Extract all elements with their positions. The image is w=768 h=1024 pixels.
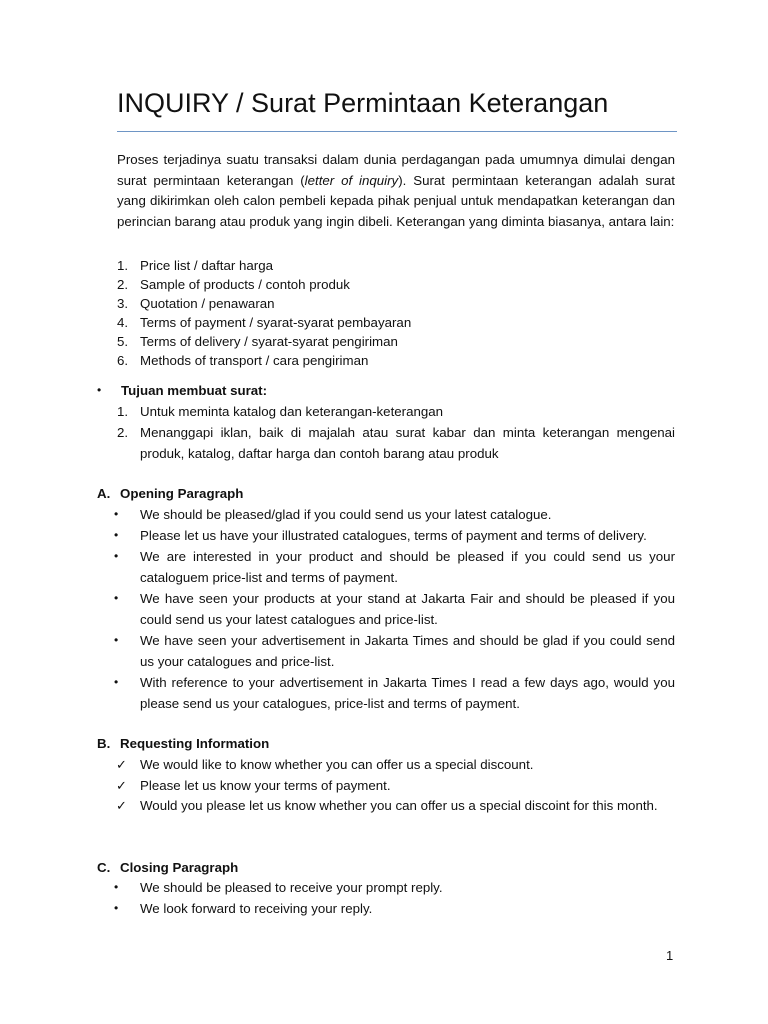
section-title: Requesting Information [120,736,270,751]
list-number: 6. [117,353,129,368]
section-label: A. [97,486,111,501]
list-text: Terms of payment / syarat-syarat pembayaran [140,315,412,330]
section-title: Opening Paragraph [120,486,244,501]
tujuan-heading: Tujuan membuat surat: [121,383,268,398]
list-number: 5. [117,334,129,349]
list-text: We should be pleased to receive your prompt reply. [140,880,443,895]
list-text: Please let us know your terms of payment. [140,778,391,793]
bullet-icon: • [114,549,119,563]
bullet-icon: • [114,528,119,542]
section-heading [97,483,243,504]
list-text: Please let us have your illustrated catalogues, terms of payment and terms of delivery. [140,528,647,543]
list-number: 2. [117,425,129,440]
bullet-icon: • [97,383,102,397]
check-icon: ✓ [116,757,127,772]
title-divider [117,131,677,132]
section-heading [97,857,238,878]
intro-italic-term: letter of inquiry [304,172,399,188]
list-text: Price list / daftar harga [140,258,274,273]
list-text: We should be pleased/glad if you could send us your latest catalogue. [140,507,552,522]
list-text: Menanggapi iklan, baik di majalah atau surat kabar dan minta keterangan mengenai produk, katalog, daftar harga dan contoh barang atau produk [140,425,675,461]
page-title: INQUIRY / Surat Permintaan Keterangan [117,88,609,118]
list-text: Untuk meminta katalog dan keterangan-keterangan [140,404,444,419]
list-number: 2. [117,277,129,292]
list-number: 3. [117,296,129,311]
list-number: 1. [117,258,129,273]
list-text: Sample of products / contoh produk [140,277,350,292]
bullet-icon: • [114,633,119,647]
check-icon: ✓ [116,778,127,793]
list-text: We have seen your advertisement in Jakarta Times and should be glad if you could send us your catalogues and price-list. [140,633,675,669]
list-text: Terms of delivery / syarat-syarat pengiriman [140,334,398,349]
bullet-icon: • [114,507,119,521]
list-text: We would like to know whether you can offer us a special discount. [140,757,534,772]
section-title: Closing Paragraph [120,860,239,875]
list-text: We are interested in your product and should be pleased if you could send us your cataloguem price-list and terms of payment. [140,549,675,585]
page-number: 1 [666,948,674,963]
bullet-icon: • [114,880,119,894]
section-label: C. [97,860,111,875]
check-icon: ✓ [116,798,127,813]
bullet-icon: • [114,901,119,915]
list-text: Would you please let us know whether you can offer us a special discoint for this month. [140,798,658,813]
list-text: We look forward to receiving your reply. [140,901,373,916]
section-heading [97,733,269,754]
list-text: With reference to your advertisement in Jakarta Times I read a few days ago, would you please send us your catalogues, price-list and terms of payment. [140,675,675,711]
bullet-icon: • [114,591,119,605]
intro-text-2: ). Surat permintaan keterangan adalah surat yang dikirimkan oleh calon pembeli kepada pihak penjual untuk mendapatkan keterangan dan perincian barang atau produk yang ingin dibeli. Keterangan yang diminta biasanya, antara lain: [117,172,675,229]
intro-text-1: Proses terjadinya suatu transaksi dalam dunia perdagangan pada umumnya dimulai dengan surat permintaan keterangan ( [117,152,675,188]
section-label: B. [97,736,111,751]
list-text: Methods of transport / cara pengiriman [140,353,369,368]
bullet-icon: • [114,675,119,689]
list-text: Quotation / penawaran [140,296,275,311]
intro-paragraph [117,150,675,232]
list-number: 1. [117,404,129,419]
list-number: 4. [117,315,129,330]
list-text: We have seen your products at your stand at Jakarta Fair and should be pleased if you could send us your latest catalogues and price-list. [140,591,675,627]
